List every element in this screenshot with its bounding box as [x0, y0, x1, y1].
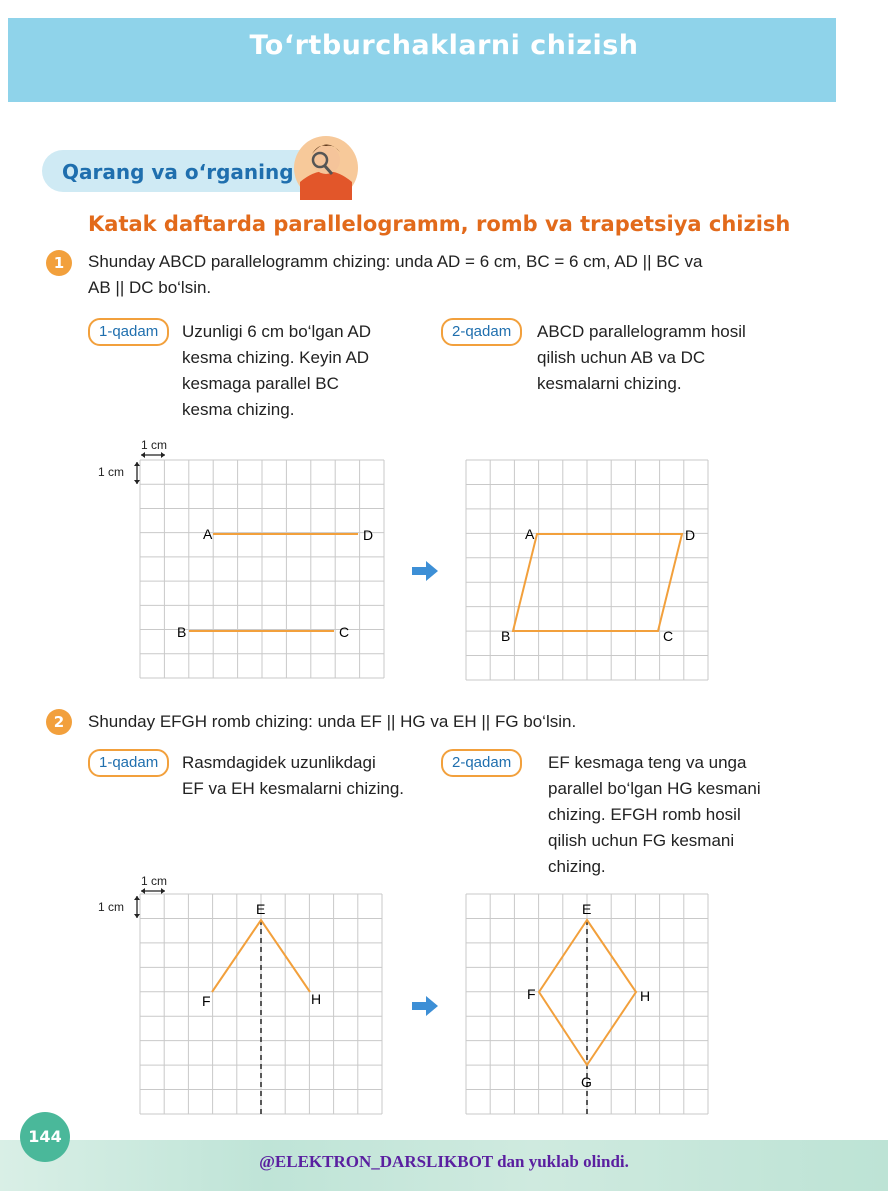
point-label: G	[581, 1074, 592, 1090]
step-text: Uzunligi 6 cm bo‘lgan AD kesma chizing. Keyin AD kesmaga parallel BC kesma chizing.	[182, 322, 371, 419]
grid-figure-parallelogram-step2	[440, 436, 730, 686]
point-label: F	[202, 993, 211, 1009]
task-number: 2	[46, 709, 72, 735]
point-label: D	[685, 527, 696, 543]
step-badge: 1-qadam	[88, 749, 169, 777]
point-label: H	[640, 988, 651, 1004]
task-text: Shunday ABCD parallelogramm chizing: unda AD = 6 cm, BC = 6 cm, AD || BC va	[88, 252, 703, 271]
step-badge: 1-qadam	[88, 318, 169, 346]
scale-label: 1 cm	[98, 900, 125, 914]
grid-figure-rhombus-step2	[440, 870, 730, 1120]
grid-figure-rhombus-step1	[90, 870, 390, 1120]
point-label: A	[525, 526, 535, 542]
scale-label: 1 cm	[141, 874, 168, 888]
point-label: F	[527, 986, 536, 1002]
step-badge: 2-qadam	[441, 318, 522, 346]
boy-with-magnifier-icon	[290, 130, 362, 202]
lesson-subtitle: Katak daftarda parallelogramm, romb va trapetsiya chizish	[88, 212, 791, 236]
step-text: ABCD parallelogramm hosil qilish uchun AB va DC kesmalarni chizing.	[537, 322, 746, 393]
arrow-right-icon	[410, 995, 440, 1017]
grid-figure-parallelogram-step1	[90, 436, 390, 686]
task-text: AB || DC bo‘lsin.	[88, 278, 212, 297]
section-label: Qarang va o‘rganing	[62, 160, 294, 184]
scale-label: 1 cm	[141, 438, 168, 452]
step-text: EF kesmaga teng va unga parallel bo‘lgan HG kesmani chizing. EFGH romb hosil qilish uchun FG kesmani chizing.	[548, 753, 761, 876]
task-number: 1	[46, 250, 72, 276]
point-label: B	[501, 628, 511, 644]
point-label: A	[203, 526, 213, 542]
point-label: B	[177, 624, 187, 640]
point-label: C	[663, 628, 674, 644]
page-number: 144	[20, 1112, 70, 1162]
point-label: C	[339, 624, 350, 640]
point-label: D	[363, 527, 374, 543]
arrow-right-icon	[410, 560, 440, 582]
footer-credit: @ELEKTRON_DARSLIKBOT dan yuklab olindi.	[259, 1152, 629, 1171]
point-label: E	[256, 901, 266, 917]
point-label: H	[311, 991, 322, 1007]
step-badge: 2-qadam	[441, 749, 522, 777]
task-text: Shunday EFGH romb chizing: unda EF || HG va EH || FG bo‘lsin.	[88, 712, 577, 731]
point-label: E	[582, 901, 592, 917]
page-title: To‘rtburchaklarni chizish	[249, 30, 639, 61]
scale-label: 1 cm	[98, 465, 125, 479]
step-text: Rasmdagidek uzunlikdagi EF va EH kesmalarni chizing.	[182, 753, 405, 798]
